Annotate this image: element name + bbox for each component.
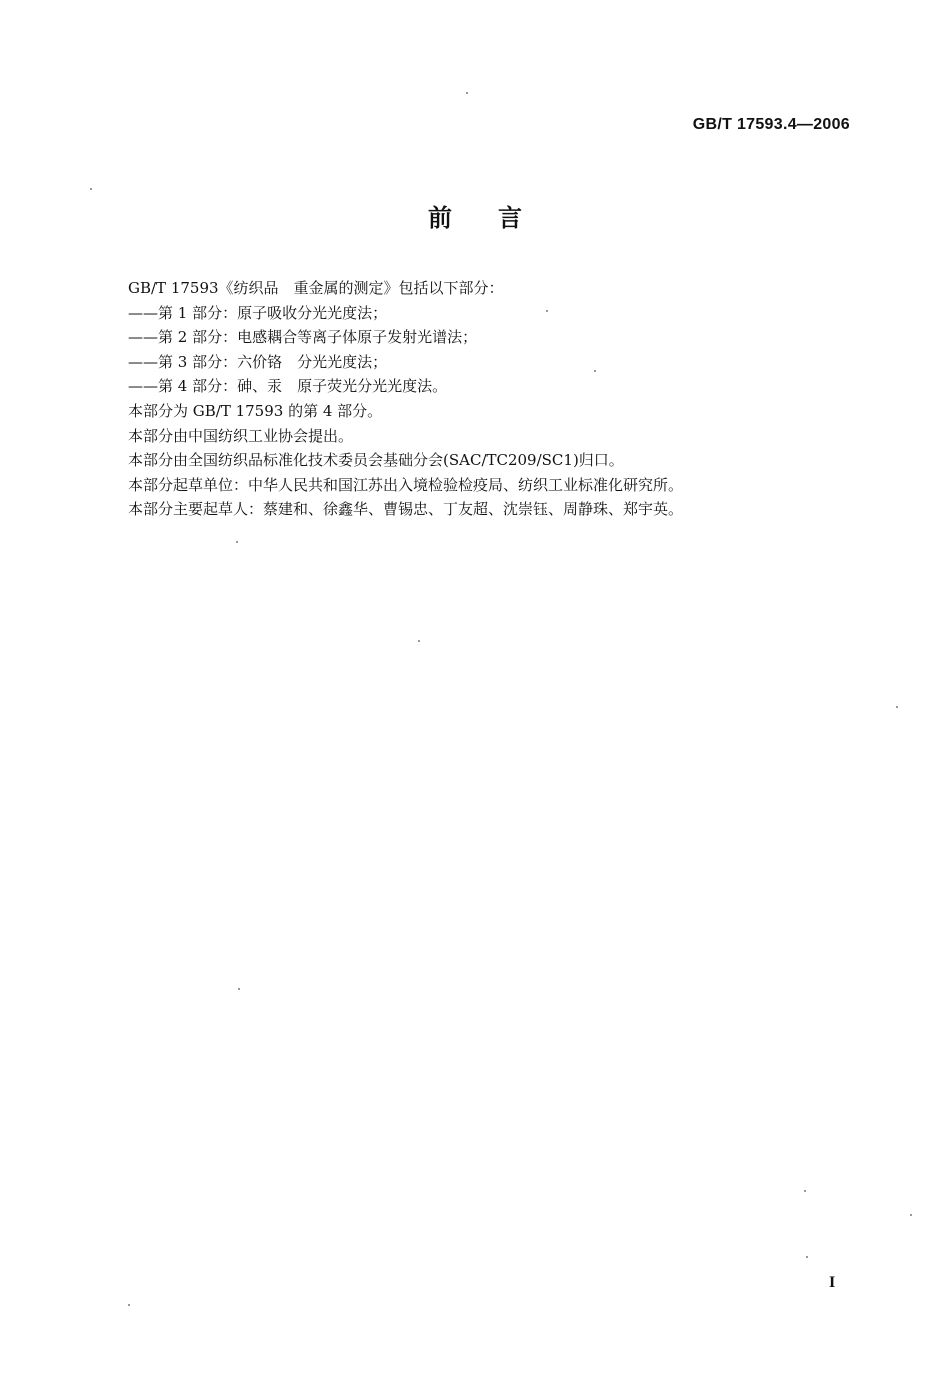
scan-speck xyxy=(594,370,596,372)
scan-speck xyxy=(910,1214,912,1216)
scan-speck xyxy=(238,988,240,990)
body-line: 本部分主要起草人：蔡建和、徐鑫华、曹锡忠、丁友超、沈崇钰、周静珠、郑宇英。 xyxy=(128,500,684,519)
standard-number: GB/T 17593.4—2006 xyxy=(692,116,850,133)
scan-speck xyxy=(806,1256,808,1258)
body-line: ——第 4 部分：砷、汞 原子荧光分光光度法。 xyxy=(128,377,448,396)
page-title: 前言 xyxy=(428,204,568,232)
scan-speck xyxy=(896,706,898,708)
scan-speck xyxy=(466,92,468,94)
scan-speck xyxy=(418,640,420,642)
scan-speck xyxy=(236,541,238,543)
body-line: ——第 3 部分：六价铬 分光光度法； xyxy=(128,352,388,371)
scan-speck xyxy=(546,310,548,312)
scan-speck xyxy=(128,1304,130,1306)
body-line: ——第 2 部分：电感耦合等离子体原子发射光谱法； xyxy=(128,328,478,347)
body-line: 本部分由中国纺织工业协会提出。 xyxy=(128,426,354,445)
body-line: GB/T 17593《纺织品 重金属的测定》包括以下部分： xyxy=(128,279,504,297)
body-line: 本部分为 GB/T 17593 的第 4 部分。 xyxy=(128,401,383,420)
body-line: 本部分起草单位：中华人民共和国江苏出入境检验检疫局、纺织工业标准化研究所。 xyxy=(128,475,684,494)
scan-speck xyxy=(804,1190,806,1192)
foreword-body xyxy=(128,276,848,522)
body-line: ——第 1 部分：原子吸收分光光度法； xyxy=(128,303,388,322)
scan-speck xyxy=(90,188,92,190)
page-number: I xyxy=(829,1274,836,1291)
body-line: 本部分由全国纺织品标准化技术委员会基础分会(SAC/TC209/SC1)归口。 xyxy=(128,451,624,470)
